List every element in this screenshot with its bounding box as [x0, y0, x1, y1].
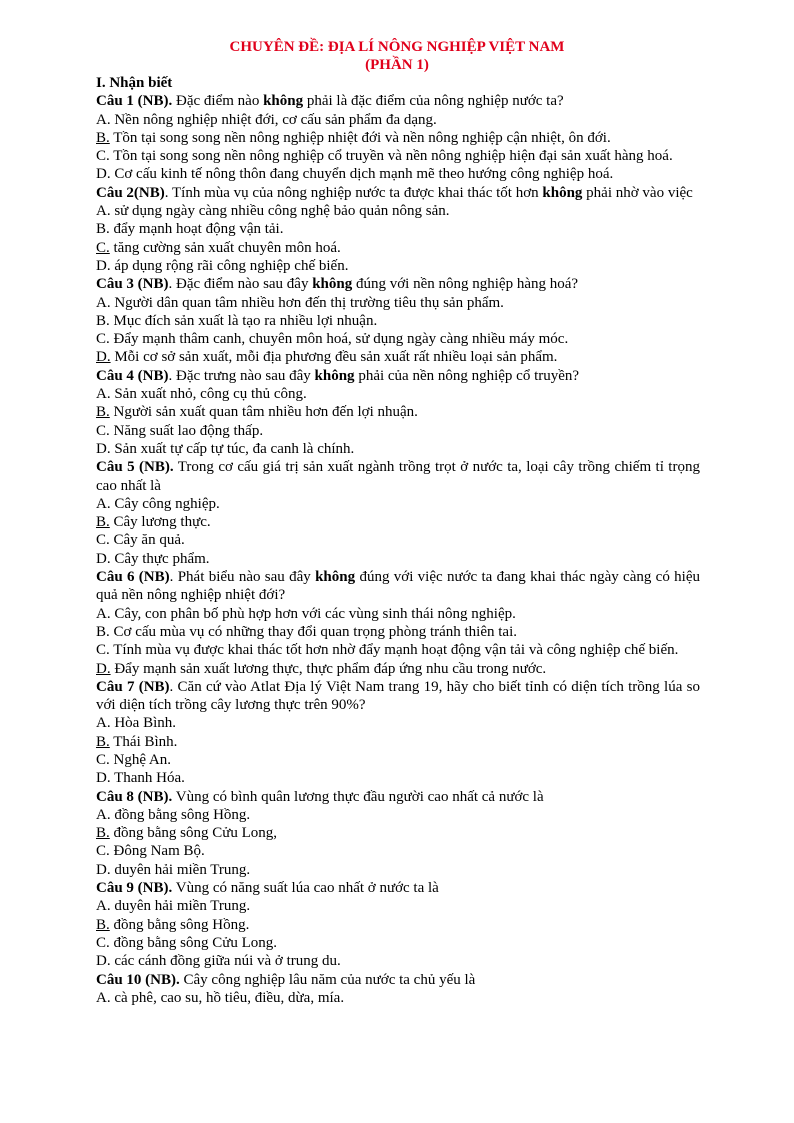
option-text: đồng bằng sông Hồng. — [109, 916, 250, 933]
option-letter: D. — [96, 660, 111, 677]
option-letter: D. — [96, 550, 111, 567]
option-letter: D. — [96, 166, 111, 183]
answer-option — [96, 934, 700, 952]
option-text: đồng bằng sông Cửu Long. — [109, 934, 278, 951]
option-letter: B. — [96, 221, 110, 238]
option-text: Nghệ An. — [109, 751, 172, 768]
question-emphasis: không — [314, 367, 355, 384]
option-letter: C. — [96, 422, 110, 439]
question-stem — [96, 458, 700, 495]
question-text-end: phải là đặc điểm của nông nghiệp nước ta? — [303, 93, 564, 110]
option-text: Thái Bình. — [109, 733, 178, 750]
question-text: Cây công nghiệp lâu năm của nước ta chủ yếu là — [179, 971, 476, 988]
answer-option — [96, 605, 700, 623]
answer-option — [96, 111, 700, 129]
option-text: đẩy mạnh hoạt động vận tải. — [109, 221, 284, 238]
question-text: Trong cơ cấu giá trị sản xuất ngành trồng trọt ở nước ta, loại cây trồng chiếm tỉ trọng cao nhất là — [96, 459, 700, 494]
option-letter: D. — [96, 349, 111, 366]
answer-option — [96, 385, 700, 403]
option-text: duyên hải miền Trung. — [110, 861, 251, 878]
option-letter: C. — [96, 239, 110, 256]
question-emphasis: không — [263, 93, 304, 110]
question-label: Câu 9 (NB). — [96, 880, 173, 897]
answer-option — [96, 842, 700, 860]
answer-option — [96, 513, 700, 531]
question-text-end: phải nhờ vào việc — [582, 184, 693, 201]
option-letter: C. — [96, 532, 110, 549]
question-text: . Đặc trưng nào sau đây — [168, 367, 315, 384]
question-label: Câu 5 (NB). — [96, 459, 174, 476]
option-text: Năng suất lao động thấp. — [109, 422, 264, 439]
answer-option — [96, 202, 700, 220]
option-text: Người dân quan tâm nhiều hơn đến thị trường tiêu thụ sản phẩm. — [110, 294, 504, 311]
question-label: Câu 4 (NB) — [96, 367, 169, 384]
option-text: Mục đích sản xuất là tạo ra nhiều lợi nhuận. — [109, 312, 378, 329]
option-text: Cơ cấu kinh tế nông thôn đang chuyển dịch mạnh mẽ theo hướng công nghiệp hoá. — [110, 166, 614, 183]
answer-option — [96, 403, 700, 421]
option-text: Hòa Bình. — [110, 715, 177, 732]
question-emphasis: không — [315, 569, 356, 586]
option-text: Mỗi cơ sở sản xuất, mỗi địa phương đều sản xuất rất nhiều loại sản phẩm. — [110, 349, 558, 366]
answer-option — [96, 623, 700, 641]
question-stem — [96, 92, 700, 110]
answer-option — [96, 806, 700, 824]
option-letter: A. — [96, 605, 111, 622]
option-text: sử dụng ngày càng nhiều công nghệ bảo quản nông sản. — [110, 203, 450, 220]
option-text: Cơ cấu mùa vụ có những thay đổi quan trọng phòng tránh thiên tai. — [109, 623, 517, 640]
option-text: Cây ăn quả. — [109, 532, 185, 549]
option-letter: D. — [96, 440, 111, 457]
question-label: Câu 6 (NB) — [96, 569, 170, 586]
answer-option — [96, 714, 700, 732]
answer-option — [96, 531, 700, 549]
option-text: Cây thực phẩm. — [110, 550, 210, 567]
answer-option — [96, 348, 700, 366]
option-text: duyên hải miền Trung. — [110, 898, 251, 915]
question-stem — [96, 184, 700, 202]
question-text: . Phát biểu nào sau đây — [169, 569, 316, 586]
option-text: Đẩy mạnh thâm canh, chuyên môn hoá, sử dụng ngày càng nhiều máy móc. — [109, 331, 569, 348]
option-letter: B. — [96, 129, 110, 146]
answer-option — [96, 312, 700, 330]
answer-option — [96, 916, 700, 934]
option-letter: A. — [96, 806, 111, 823]
option-text: áp dụng rộng rãi công nghiệp chế biến. — [110, 257, 349, 274]
answer-option — [96, 165, 700, 183]
question-text: Đặc điểm nào — [172, 93, 264, 110]
question-text: . Căn cứ vào Atlat Địa lý Việt Nam trang 19, hãy cho biết tỉnh có diện tích trồng lúa so với diện tích trồng cây lương thực trên 90%? — [96, 678, 700, 714]
answer-option — [96, 294, 700, 312]
question-list — [96, 92, 700, 1007]
answer-option — [96, 257, 700, 275]
question-stem — [96, 568, 700, 605]
answer-option — [96, 751, 700, 769]
option-text: các cánh đồng giữa núi và ở trung du. — [110, 953, 341, 970]
option-text: đồng bằng sông Cửu Long, — [109, 825, 278, 842]
option-letter: A. — [96, 989, 111, 1006]
question-text: . Đặc điểm nào sau đây — [168, 276, 313, 293]
question-label: Câu 3 (NB) — [96, 276, 169, 293]
question-emphasis: không — [542, 184, 583, 201]
answer-option — [96, 129, 700, 147]
question-label: Câu 10 (NB). — [96, 971, 180, 988]
answer-option — [96, 147, 700, 165]
question-label: Câu 7 (NB) — [96, 678, 170, 695]
option-letter: A. — [96, 495, 111, 512]
option-letter: D. — [96, 257, 111, 274]
document-subtitle: (PHẦN 1) — [365, 57, 429, 73]
section-heading: I. Nhận biết — [96, 75, 173, 91]
option-letter: C. — [96, 148, 110, 165]
option-letter: A. — [96, 715, 111, 732]
option-letter: D. — [96, 770, 111, 787]
option-text: tăng cường sản xuất chuyên môn hoá. — [109, 239, 341, 256]
question-label: Câu 1 (NB). — [96, 93, 173, 110]
option-letter: A. — [96, 898, 111, 915]
option-letter: B. — [96, 623, 110, 640]
question-text-end: đúng với việc nước ta đang khai thác ngày càng có hiệu quả nền nông nghiệp nhiệt đới? — [96, 569, 700, 604]
question-stem — [96, 275, 700, 293]
answer-option — [96, 440, 700, 458]
answer-option — [96, 330, 700, 348]
option-text: Đẩy mạnh sản xuất lương thực, thực phẩm đáp ứng nhu cầu trong nước. — [110, 660, 547, 677]
answer-option — [96, 550, 700, 568]
question-stem — [96, 971, 700, 989]
option-letter: A. — [96, 386, 111, 403]
option-letter: C. — [96, 642, 110, 659]
answer-option — [96, 861, 700, 879]
answer-option — [96, 952, 700, 970]
option-text: Tính mùa vụ được khai thác tốt hơn nhờ đẩy mạnh hoạt động vận tải và công nghiệp chế biến. — [109, 642, 679, 659]
question-text-end: phải của nền nông nghiệp cổ truyền? — [354, 367, 580, 384]
option-letter: B. — [96, 514, 110, 531]
option-letter: A. — [96, 203, 111, 220]
option-letter: B. — [96, 825, 110, 842]
answer-option — [96, 422, 700, 440]
option-text: Cây công nghiệp. — [110, 495, 220, 512]
option-text: Sản xuất tự cấp tự túc, đa canh là chính. — [110, 440, 355, 457]
question-text: Vùng có năng suất lúa cao nhất ở nước ta là — [172, 880, 439, 897]
question-stem — [96, 879, 700, 897]
question-stem — [96, 788, 700, 806]
option-letter: B. — [96, 404, 110, 421]
option-text: Thanh Hóa. — [110, 770, 185, 787]
answer-option — [96, 897, 700, 915]
option-letter: A. — [96, 294, 111, 311]
document-body — [96, 74, 700, 1007]
option-letter: B. — [96, 733, 110, 750]
answer-option — [96, 660, 700, 678]
option-text: Tồn tại song song nền nông nghiệp nhiệt đới và nền nông nghiệp cận nhiệt, ôn đới. — [109, 129, 611, 146]
option-letter: C. — [96, 751, 110, 768]
answer-option — [96, 824, 700, 842]
option-text: cà phê, cao su, hồ tiêu, điều, dừa, mía. — [110, 989, 345, 1006]
option-letter: D. — [96, 953, 111, 970]
answer-option — [96, 495, 700, 513]
answer-option — [96, 641, 700, 659]
question-stem — [96, 367, 700, 385]
question-label: Câu 2(NB) — [96, 184, 165, 201]
answer-option — [96, 239, 700, 257]
option-text: đồng bằng sông Hồng. — [110, 806, 251, 823]
option-letter: B. — [96, 916, 110, 933]
option-letter: A. — [96, 111, 111, 128]
option-letter: D. — [96, 861, 111, 878]
option-text: Cây, con phân bố phù hợp hơn với các vùng sinh thái nông nghiệp. — [110, 605, 516, 622]
question-label: Câu 8 (NB). — [96, 788, 173, 805]
document-title: CHUYÊN ĐỀ: ĐỊA LÍ NÔNG NGHIỆP VIỆT NAM — [229, 39, 565, 55]
answer-option — [96, 989, 700, 1007]
question-stem — [96, 678, 700, 715]
question-text: Vùng có bình quân lương thực đầu người cao nhất cả nước là — [172, 788, 544, 805]
option-text: Người sản xuất quan tâm nhiều hơn đến lợi nhuận. — [109, 404, 418, 421]
answer-option — [96, 769, 700, 787]
answer-option — [96, 220, 700, 238]
option-text: Nền nông nghiệp nhiệt đới, cơ cấu sản phẩm đa dạng. — [110, 111, 437, 128]
option-text: Cây lương thực. — [109, 514, 211, 531]
option-letter: B. — [96, 312, 110, 329]
option-text: Tồn tại song song nền nông nghiệp cổ truyền và nền nông nghiệp hiện đại sản xuất hàng hoá. — [109, 148, 673, 165]
option-letter: C. — [96, 843, 110, 860]
option-text: Đông Nam Bộ. — [109, 843, 205, 860]
option-letter: C. — [96, 331, 110, 348]
question-emphasis: không — [312, 276, 353, 293]
question-text: . Tính mùa vụ của nông nghiệp nước ta được khai thác tốt hơn — [164, 184, 543, 201]
option-text: Sản xuất nhỏ, công cụ thủ công. — [110, 386, 307, 403]
question-text-end: đúng với nền nông nghiệp hàng hoá? — [352, 276, 579, 293]
option-letter: C. — [96, 934, 110, 951]
answer-option — [96, 733, 700, 751]
